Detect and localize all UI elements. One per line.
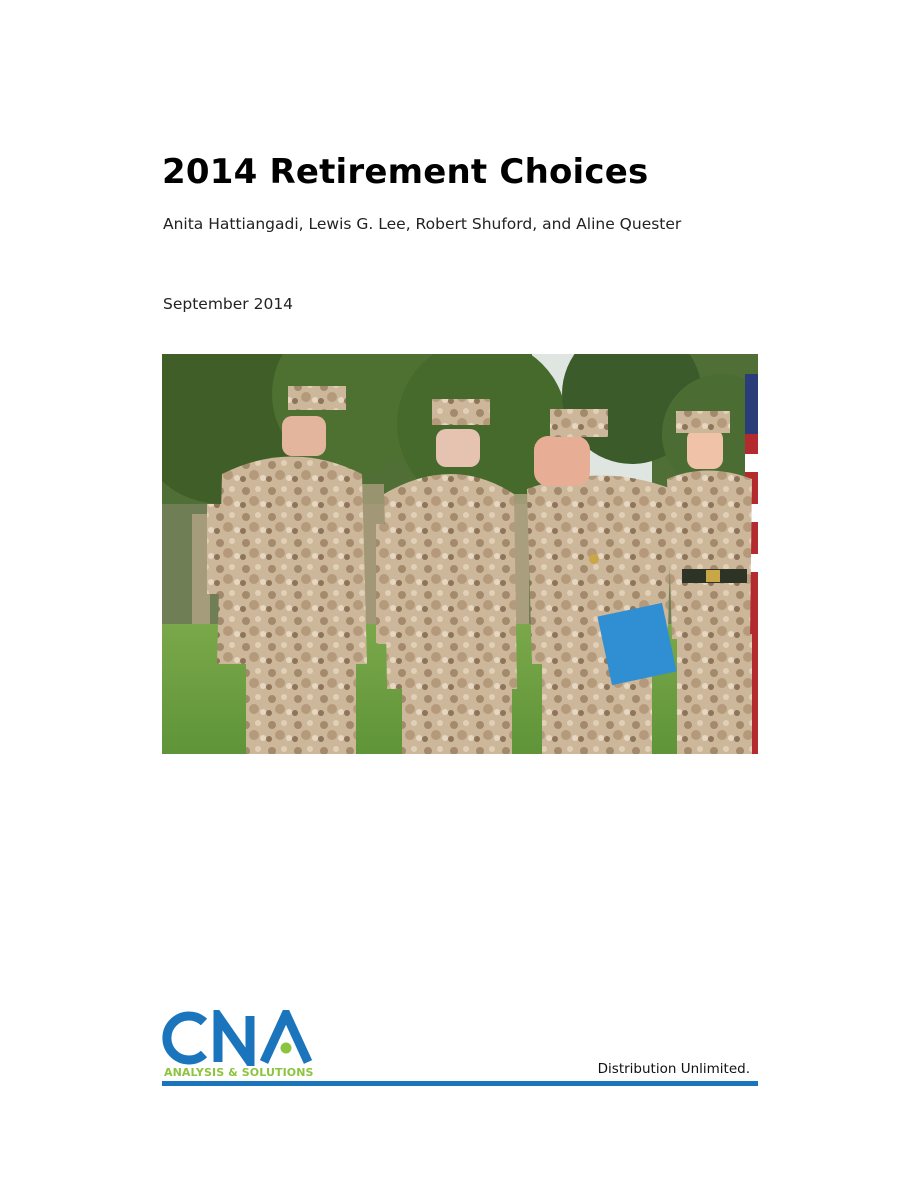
distribution-statement: Distribution Unlimited. <box>597 1061 750 1077</box>
publication-date: September 2014 <box>163 295 294 313</box>
photo-marines-ceremony-icon <box>162 354 758 754</box>
cna-logo <box>162 1010 322 1082</box>
cna-logo-icon <box>162 1010 322 1066</box>
logo-tagline: ANALYSIS & SOLUTIONS <box>164 1066 314 1079</box>
cover-photo <box>162 354 758 754</box>
author-list: Anita Hattiangadi, Lewis G. Lee, Robert Shuford, and Aline Quester <box>163 215 682 233</box>
footer-rule <box>162 1081 758 1086</box>
document-title: 2014 Retirement Choices <box>162 152 649 192</box>
